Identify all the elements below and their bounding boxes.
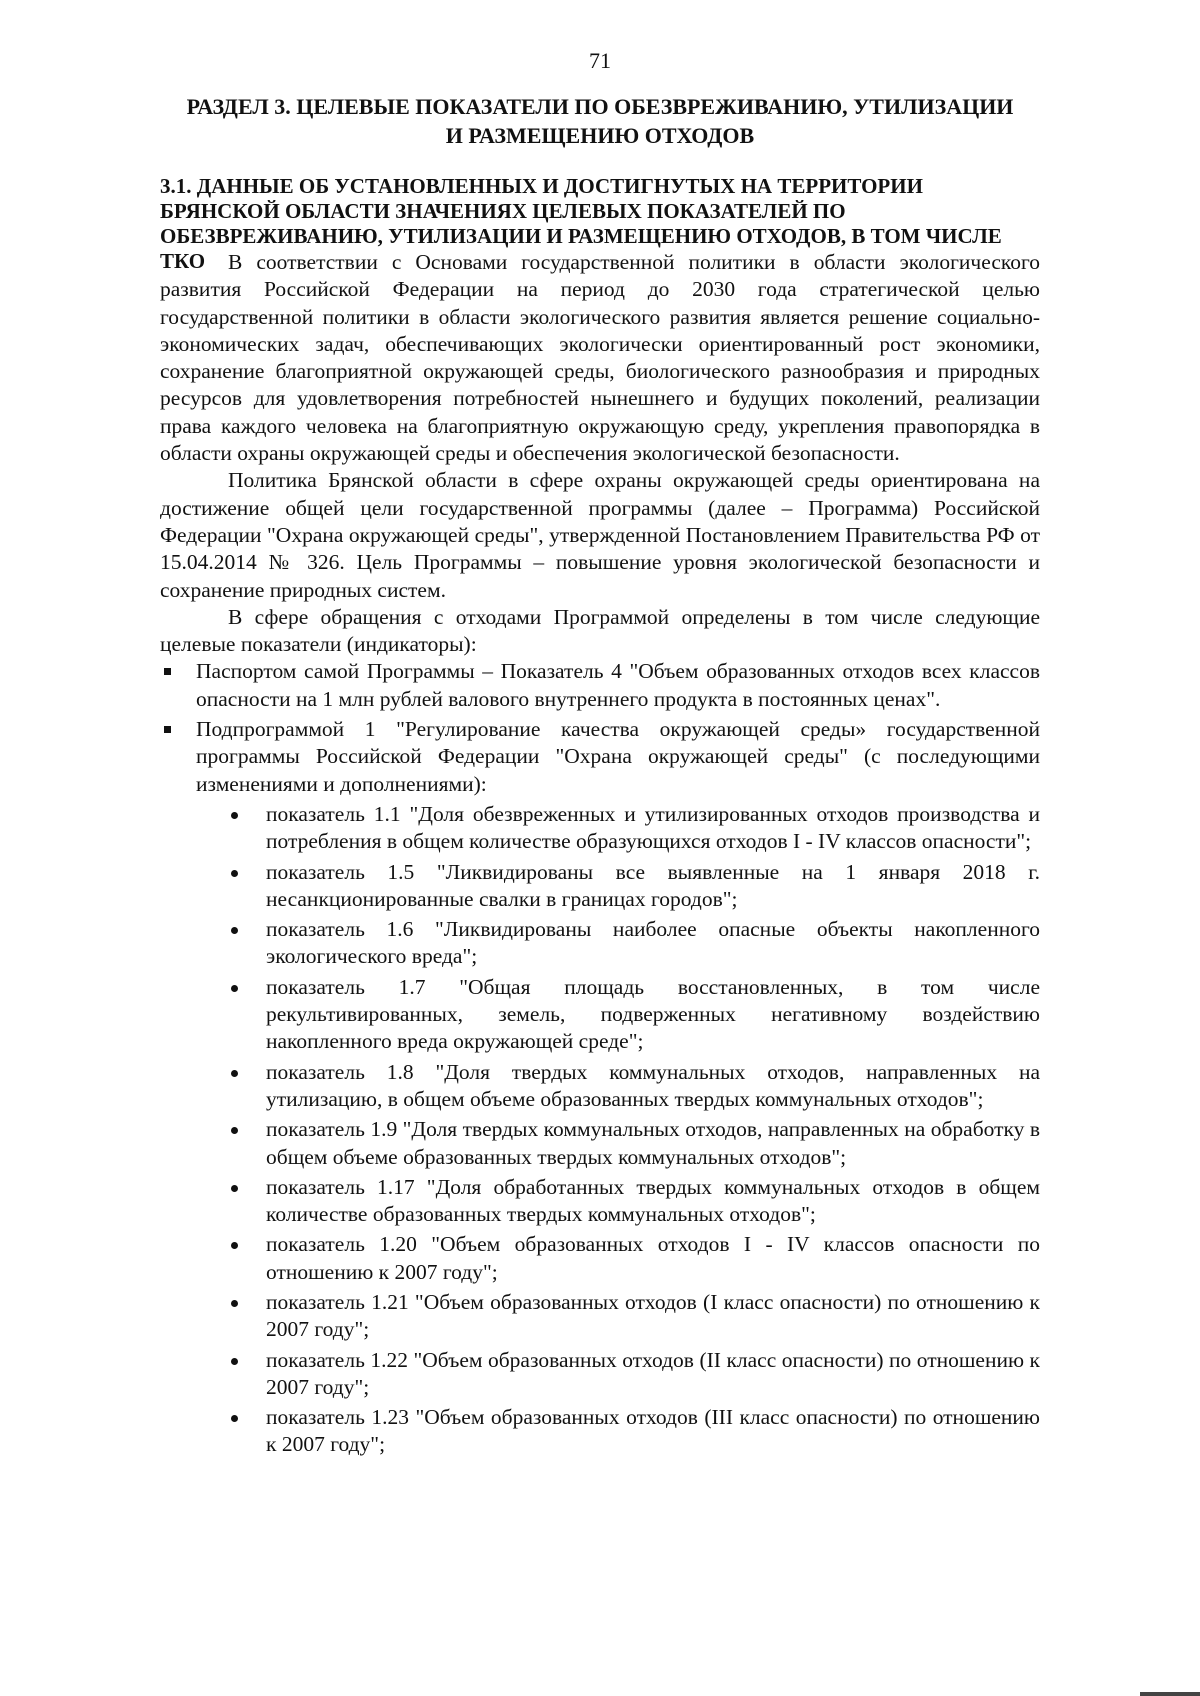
indicator-item xyxy=(160,1347,1040,1402)
scan-edge-mark xyxy=(1140,1692,1200,1696)
indicator-text: показатель 1.20 "Объем образованных отходов I - IV классов опасности по отношению к 2007 году"; xyxy=(266,1232,1040,1284)
paragraph: В соответствии с Основами государственной политики в области экологического развития Российской Федерации на период до 2030 года стратегической целью государственной политики в области экологического развития является решение социально-экономических задач, обеспечивающих экологически ориентированный рост экономики, сохранение благоприятной окружающей среды, биологического разнообразия и природных ресурсов для удовлетворения потребностей нынешнего и будущих поколений, реализации права каждого человека на благоприятную окружающую среду, укрепления правопорядка в области охраны окружающей среды и обеспечения экологической безопасности. xyxy=(160,250,1040,466)
program-bullet-text: Паспортом самой Программы – Показатель 4 "Объем образованных отходов всех классов опасности на 1 млн рублей валового внутреннего продукта в постоянных ценах". xyxy=(196,659,1040,711)
indicator-text: показатель 1.1 "Доля обезвреженных и утилизированных отходов производства и потребления в общем количестве образующихся отходов I - IV классов опасности"; xyxy=(266,801,1040,854)
indicator-item xyxy=(160,1059,1040,1114)
indicator-item xyxy=(160,1174,1040,1229)
section-title-line-1: РАЗДЕЛ 3. ЦЕЛЕВЫЕ ПОКАЗАТЕЛИ ПО ОБЕЗВРЕЖИВАНИЮ, УТИЛИЗАЦИИ xyxy=(186,94,1014,119)
round-bullet-icon xyxy=(231,1185,238,1192)
program-bullet-item xyxy=(160,658,1040,713)
indicator-item xyxy=(160,801,1040,856)
indicator-text: показатель 1.7 "Общая площадь восстановленных, в том числе рекультивированных, земель, подверженных негативному воздействию накопленного вреда окружающей среде"; xyxy=(266,974,1040,1054)
indicator-item xyxy=(160,916,1040,971)
page-number: 71 xyxy=(589,48,611,73)
indicator-list xyxy=(160,801,1040,1459)
square-bullet-icon xyxy=(164,726,171,733)
round-bullet-icon xyxy=(231,870,238,877)
indicator-item xyxy=(160,1231,1040,1286)
round-bullet-icon xyxy=(231,1415,238,1422)
indicator-item xyxy=(160,974,1040,1056)
indicator-item xyxy=(160,859,1040,914)
round-bullet-icon xyxy=(231,1242,238,1249)
indicator-text: показатель 1.6 "Ликвидированы наиболее опасные объекты накопленного экологического вреда"; xyxy=(266,917,1040,969)
square-bullet-icon xyxy=(164,668,171,675)
indicator-text: показатель 1.9 "Доля твердых коммунальных отходов, направленных на обработку в общем объеме образованных твердых коммунальных отходов"; xyxy=(266,1117,1040,1169)
program-bullet-text: Подпрограммой 1 "Регулирование качества окружающей среды» государственной программы Российской Федерации "Охрана окружающей среды" (с последующими изменениями и дополнениями): xyxy=(196,717,1040,796)
document-body xyxy=(160,249,1040,1462)
indicator-text: показатель 1.22 "Объем образованных отходов (II класс опасности) по отношению к 2007 году"; xyxy=(266,1347,1040,1399)
indicator-text: показатель 1.23 "Объем образованных отходов (III класс опасности) по отношению к 2007 году"; xyxy=(266,1405,1040,1457)
round-bullet-icon xyxy=(231,1070,238,1077)
round-bullet-icon xyxy=(231,1358,238,1365)
program-bullet-item xyxy=(160,716,1040,798)
subsection-title: 3.1. ДАННЫЕ ОБ УСТАНОВЛЕННЫХ И ДОСТИГНУТЫХ НА ТЕРРИТОРИИ БРЯНСКОЙ ОБЛАСТИ ЗНАЧЕНИЯХ ЦЕЛЕВЫХ ПОКАЗАТЕЛЕЙ ПО ОБЕЗВРЕЖИВАНИЮ, УТИЛИЗАЦИИ И РАЗМЕЩЕНИЮ ОТХОДОВ, В ТОМ ЧИСЛЕ ТКО xyxy=(160,174,1002,273)
section-title-line-2: И РАЗМЕЩЕНИЮ ОТХОДОВ xyxy=(445,123,755,148)
paragraph: Политика Брянской области в сфере охраны окружающей среды ориентирована на достижение общей цели государственной программы (далее – Программа) Российской Федерации "Охрана окружающей среды", утвержденной Постановлением Правительства РФ от 15.04.2014 № 326. Цель Программы – повышение уровня экологической безопасности и сохранение природных систем. xyxy=(160,468,1040,602)
indicator-text: показатель 1.8 "Доля твердых коммунальных отходов, направленных на утилизацию, в общем объеме образованных твердых коммунальных отходов"; xyxy=(266,1059,1040,1111)
indicator-text: показатель 1.21 "Объем образованных отходов (I класс опасности) по отношению к 2007 году"; xyxy=(266,1289,1040,1342)
section-title xyxy=(150,92,1050,150)
round-bullet-icon xyxy=(231,812,238,819)
indicator-item xyxy=(160,1404,1040,1459)
indicator-item xyxy=(160,1116,1040,1171)
indicator-text: показатель 1.5 "Ликвидированы все выявленные на 1 января 2018 г. несанкционированные свалки в границах городов"; xyxy=(266,859,1040,911)
indicator-item xyxy=(160,1289,1040,1344)
round-bullet-icon xyxy=(231,927,238,934)
paragraph: В сфере обращения с отходами Программой определены в том числе следующие целевые показатели (индикаторы): xyxy=(160,604,1040,657)
round-bullet-icon xyxy=(231,985,238,992)
indicator-text: показатель 1.17 "Доля обработанных твердых коммунальных отходов в общем количестве образованных твердых коммунальных отходов"; xyxy=(266,1174,1040,1227)
round-bullet-icon xyxy=(231,1127,238,1134)
round-bullet-icon xyxy=(231,1300,238,1307)
program-bullet-list xyxy=(160,658,1040,797)
